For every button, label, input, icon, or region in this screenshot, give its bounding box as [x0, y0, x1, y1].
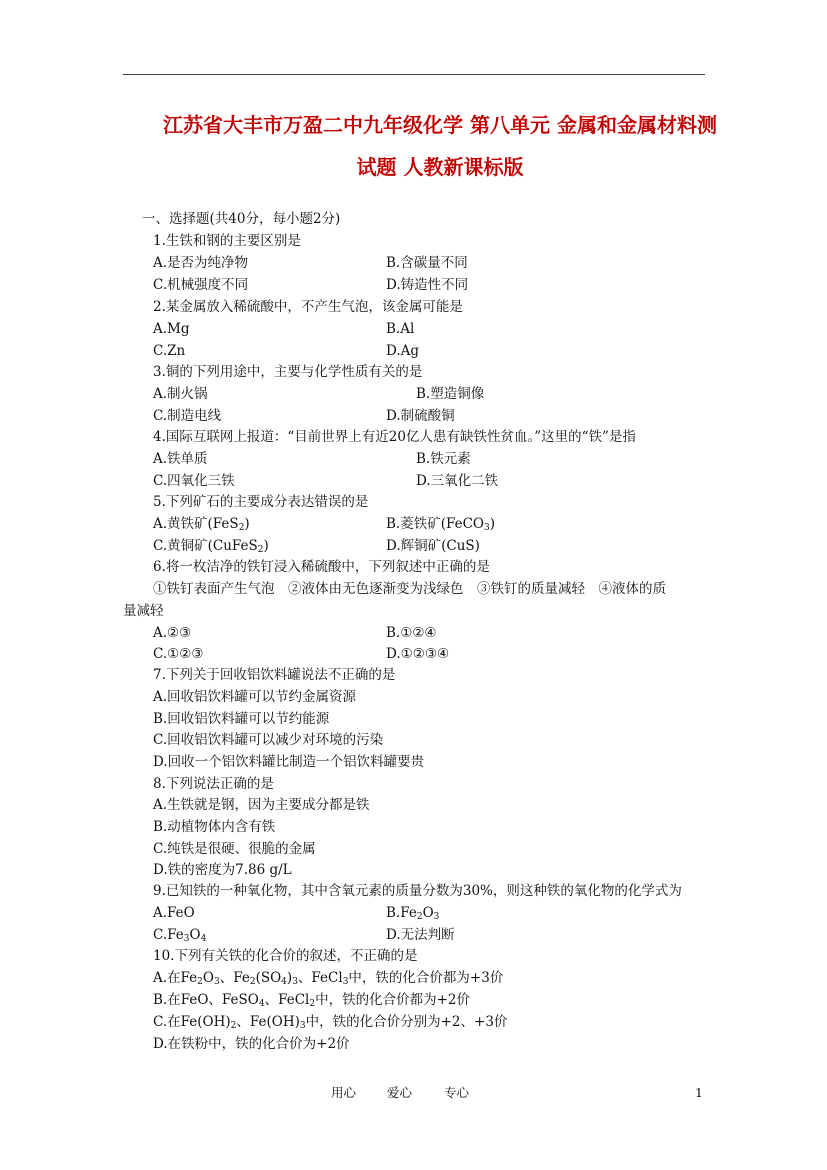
q10-option-d: D.在铁粉中，铁的化合价为+2价 — [153, 1036, 350, 1052]
q6-option-c: C.①②③ — [153, 646, 204, 662]
q9-option-b: $B.Fe_2O_3$ — [386, 905, 440, 922]
q6-stem: 6.将一枚洁净的铁钉浸入稀硫酸中，下列叙述中正确的是 — [153, 559, 490, 575]
q10-option-b: B.在FeO、FeSO$_4$、FeCl$_2$中，铁的化合价都为+2价 — [153, 992, 470, 1009]
q9-option-c: $C.Fe_3O_4$ — [153, 927, 207, 944]
q2-option-a: A.Mg — [153, 321, 190, 337]
q3-option-a: A.制火锅 — [153, 386, 208, 402]
q1-option-c: C.机械强度不同 — [153, 277, 249, 293]
doc-title-line1: 江苏省大丰市万盈二中九年级化学 第八单元 金属和金属材料测 — [163, 113, 717, 137]
footer-middle: 爱心 — [387, 1085, 413, 1100]
q4-option-b: B.铁元素 — [416, 451, 471, 467]
q1-option-b: B.含碳量不同 — [386, 255, 468, 271]
doc-title-line2: 试题 人教新课标版 — [356, 155, 524, 179]
q9-option-d: D.无法判断 — [386, 927, 455, 943]
q6-option-a: A.②③ — [153, 625, 192, 641]
q5-option-d: D.辉铜矿(CuS) — [386, 538, 480, 554]
q5-option-a: A.黄铁矿(FeS$_2$) — [153, 516, 250, 533]
q3-stem: 3.铜的下列用途中，主要与化学性质有关的是 — [153, 364, 423, 380]
q3-option-b: B.塑造铜像 — [416, 386, 485, 402]
q6-option-d: D.①②③④ — [386, 646, 450, 662]
q4-option-a: A.铁单质 — [153, 451, 208, 467]
q6-items-line2: 量减轻 — [123, 603, 164, 619]
q8-option-b: B.动植物体内含有铁 — [153, 819, 276, 835]
q7-option-c: C.回收铝饮料罐可以减少对环境的污染 — [153, 732, 384, 748]
q4-option-c: C.四氧化三铁 — [153, 473, 235, 489]
q8-option-c: C.纯铁是很硬、很脆的金属 — [153, 841, 316, 857]
q2-option-d: D.Ag — [386, 343, 420, 359]
q5-option-b: B.菱铁矿(FeCO$_3$) — [386, 516, 496, 533]
q4-stem: 4.国际互联网上报道：“目前世界上有近20亿人患有缺铁性贫血。”这里的“铁”是指 — [153, 429, 636, 445]
q10-option-a: A.在$Fe_2O_3$、$Fe_2(SO_4)_3$、FeCl$_3$中，铁的化合价都为+3价 — [153, 970, 504, 987]
q3-option-d: D.制硫酸铜 — [386, 408, 455, 424]
q6-items-line1: ①铁钉表面产生气泡 ②液体由无色逐渐变为浅绿色 ③铁钉的质量减轻 ④液体的质 — [153, 581, 666, 597]
q9-stem: 9.已知铁的一种氧化物，其中含氧元素的质量分数为30%，则这种铁的氧化物的化学式为 — [153, 883, 682, 899]
q7-option-d: D.回收一个铝饮料罐比制造一个铝饮料罐要贵 — [153, 754, 425, 770]
q10-option-c: C.在$Fe(OH)_2$、$Fe(OH)_3$中，铁的化合价分别为+2、+3价 — [153, 1014, 508, 1031]
q4-option-d: D.三氧化二铁 — [416, 473, 499, 489]
q1-stem: 1.生铁和钢的主要区别是 — [153, 233, 301, 249]
q6-option-b: B.①②④ — [386, 625, 437, 641]
q7-option-a: A.回收铝饮料罐可以节约金属资源 — [153, 689, 357, 705]
footer-right: 专心 — [444, 1085, 470, 1100]
footer-left: 用心 — [331, 1085, 357, 1100]
q5-stem: 5.下列矿石的主要成分表达错误的是 — [153, 494, 369, 510]
q2-option-b: B.Al — [386, 321, 415, 337]
q8-option-a: A.生铁就是钢，因为主要成分都是铁 — [153, 797, 370, 813]
header-rule — [123, 74, 705, 75]
page-number: 1 — [695, 1085, 703, 1100]
q7-option-b: B.回收铝饮料罐可以节约能源 — [153, 711, 330, 727]
q1-option-a: A.是否为纯净物 — [153, 255, 249, 271]
q5-option-c: C.黄铜矿(CuFeS$_2$) — [153, 538, 269, 555]
q7-stem: 7.下列关于回收铝饮料罐说法不正确的是 — [153, 667, 396, 683]
q8-option-d: D.铁的密度为7.86 g/L — [153, 862, 292, 878]
q3-option-c: C.制造电线 — [153, 408, 222, 424]
q10-stem: 10.下列有关铁的化合价的叙述，不正确的是 — [153, 948, 418, 964]
q2-option-c: C.Zn — [153, 343, 186, 359]
q2-stem: 2.某金属放入稀硫酸中，不产生气泡，该金属可能是 — [153, 299, 463, 315]
q8-stem: 8.下列说法正确的是 — [153, 776, 274, 792]
section-heading: 一、选择题(共40分，每小题2分) — [142, 211, 341, 227]
q1-option-d: D.铸造性不同 — [386, 277, 469, 293]
q9-option-a: A.FeO — [153, 905, 195, 921]
